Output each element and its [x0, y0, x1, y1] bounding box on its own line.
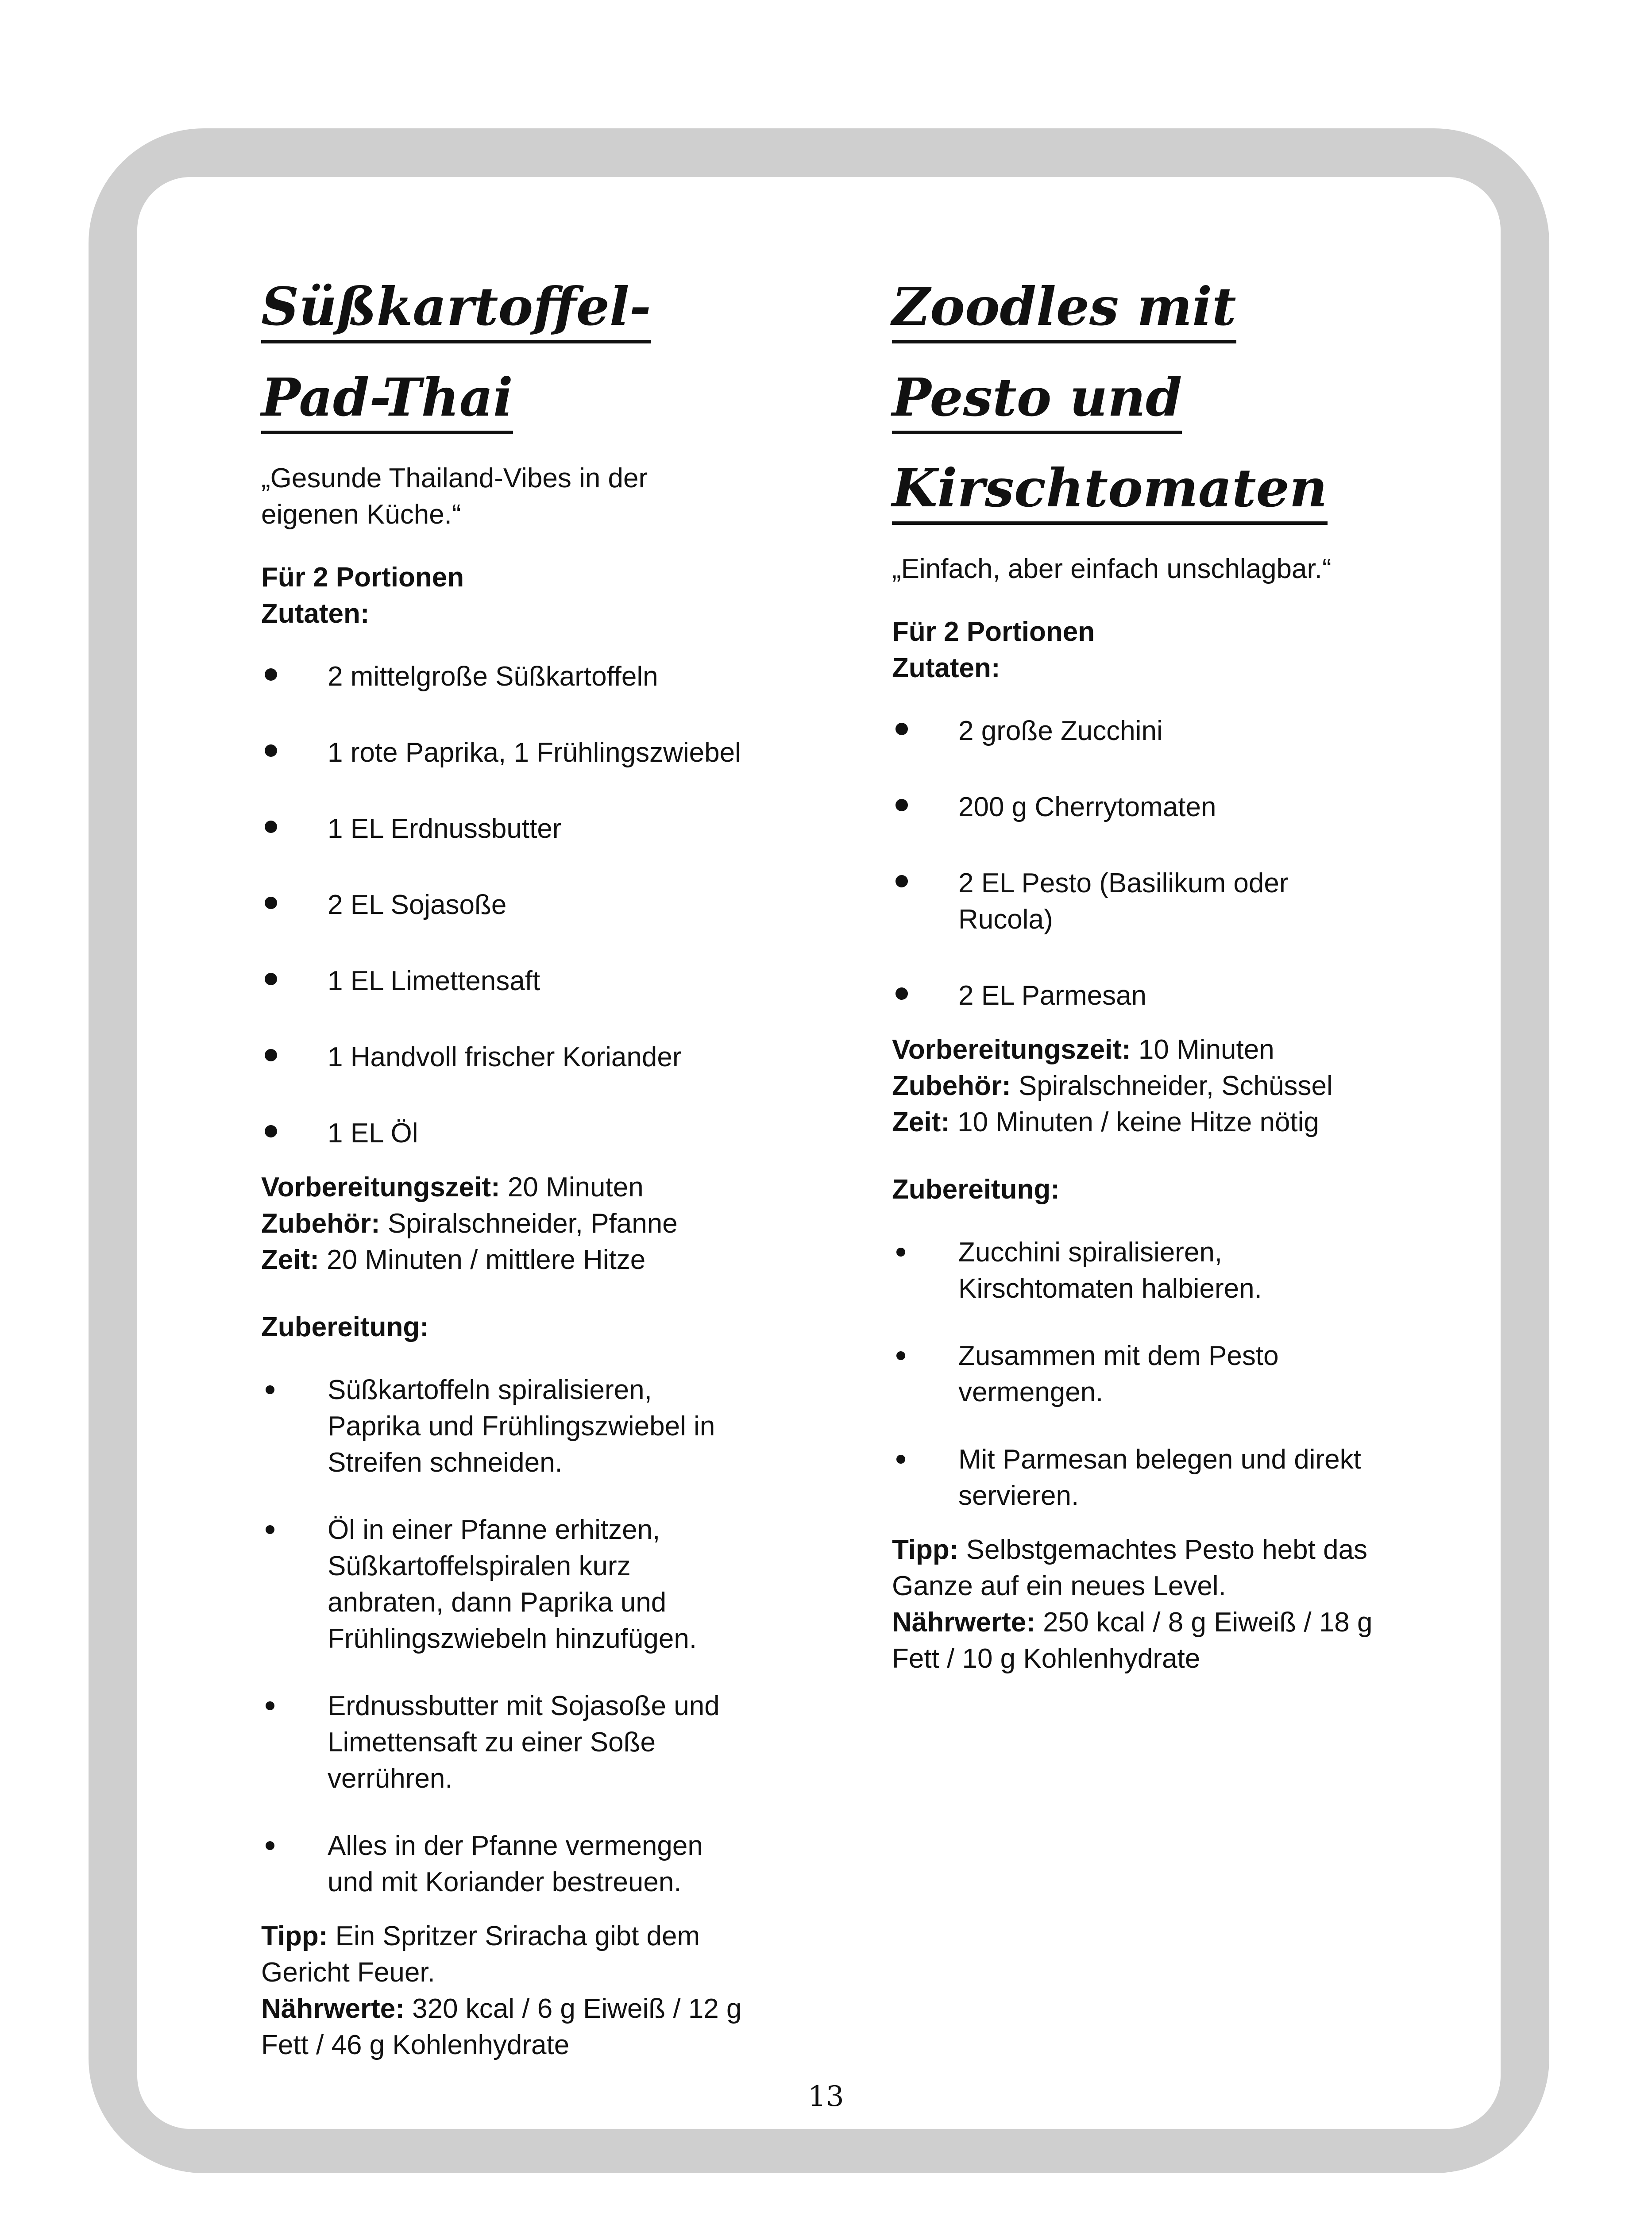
bullet-icon [266, 1385, 274, 1394]
ingredient-item: 2 EL Parmesan [892, 978, 1379, 1014]
step-item: Zucchini spiralisieren, Kirschtomaten halbieren. [892, 1234, 1379, 1307]
bullet-icon [265, 1125, 277, 1137]
ingredient-item: 1 Handvoll frischer Koriander [261, 1039, 748, 1076]
step-item: Alles in der Pfanne vermengen und mit Koriander bestreuen. [261, 1828, 748, 1901]
tools: Zubehör: Spiralschneider, Schüssel [892, 1071, 1333, 1101]
bullet-icon [896, 1351, 905, 1360]
step-item: Zusammen mit dem Pesto vermengen. [892, 1338, 1379, 1411]
ingredient-item: 1 EL Öl [261, 1115, 748, 1152]
step-item: Erdnussbutter mit Sojasoße und Limettensaft zu einer Soße verrühren. [261, 1688, 748, 1797]
recipe-quote: „Einfach, aber einfach unschlagbar.“ [892, 554, 1332, 584]
page-number: 13 [808, 2080, 844, 2113]
ingredient-item: 2 EL Sojasoße [261, 887, 748, 923]
method-label: Zubereitung: [261, 1312, 429, 1342]
bullet-icon [896, 1455, 905, 1464]
ingredient-list [261, 659, 748, 1152]
bullet-icon [266, 1841, 274, 1850]
prep-time: Vorbereitungszeit: 10 Minuten [892, 1034, 1274, 1065]
bullet-icon [265, 821, 277, 833]
ingredient-item: 1 EL Limettensaft [261, 963, 748, 999]
bullet-icon [265, 897, 277, 909]
ingredients-label: Zutaten: [261, 598, 370, 629]
bullet-icon [266, 1701, 274, 1710]
cook-time: Zeit: 10 Minuten / keine Hitze nötig [892, 1107, 1319, 1137]
recipe-right [892, 261, 1379, 1677]
prep-time: Vorbereitungszeit: 20 Minuten [261, 1172, 644, 1203]
nutrition: Nährwerte: 250 kcal / 8 g Eiweiß / 18 g Fett / 10 g Kohlenhydrate [892, 1607, 1373, 1674]
tools: Zubehör: Spiralschneider, Pfanne [261, 1208, 678, 1239]
cook-time: Zeit: 20 Minuten / mittlere Hitze [261, 1245, 646, 1275]
ingredients-label: Zutaten: [892, 653, 1000, 683]
recipe-left [261, 261, 748, 2063]
recipe-title: Süßkartoffel-Pad-Thai [261, 261, 748, 443]
ingredient-list [892, 713, 1379, 1014]
bullet-icon [265, 744, 277, 757]
servings: Für 2 Portionen [892, 617, 1095, 647]
bullet-icon [895, 987, 908, 1000]
bullet-icon [265, 1049, 277, 1061]
ingredient-item: 1 EL Erdnussbutter [261, 811, 748, 847]
ingredient-item: 1 rote Paprika, 1 Frühlingszwiebel [261, 735, 748, 771]
step-item: Süßkartoffeln spiralisieren, Paprika und Frühlingszwiebel in Streifen schneiden. [261, 1372, 748, 1481]
recipe-title: Zoodles mit Pesto und Kirschtomaten [892, 261, 1379, 533]
ingredient-item: 2 EL Pesto (Basilikum oder Rucola) [892, 865, 1379, 938]
bullet-icon [895, 875, 908, 887]
step-list [892, 1234, 1379, 1514]
method-label: Zubereitung: [892, 1174, 1060, 1205]
bullet-icon [895, 799, 908, 811]
bullet-icon [265, 973, 277, 985]
ingredient-item: 2 große Zucchini [892, 713, 1379, 749]
servings: Für 2 Portionen [261, 562, 464, 593]
ingredient-item: 2 mittelgroße Süßkartoffeln [261, 659, 748, 695]
recipe-quote: „Gesunde Thailand-Vibes in der eigenen Küche.“ [261, 463, 648, 530]
bullet-icon [265, 668, 277, 681]
nutrition: Nährwerte: 320 kcal / 6 g Eiweiß / 12 g Fett / 46 g Kohlenhydrate [261, 1993, 742, 2060]
step-list [261, 1372, 748, 1901]
bullet-icon [266, 1525, 274, 1534]
tip: Tipp: Ein Spritzer Sriracha gibt dem Gericht Feuer. [261, 1921, 700, 1988]
tip: Tipp: Selbstgemachtes Pesto hebt das Ganze auf ein neues Level. [892, 1534, 1368, 1601]
step-item: Mit Parmesan belegen und direkt servieren. [892, 1442, 1379, 1514]
bullet-icon [895, 723, 908, 735]
step-item: Öl in einer Pfanne erhitzen, Süßkartoffelspiralen kurz anbraten, dann Paprika und Frühlingszwiebeln hinzufügen. [261, 1512, 748, 1657]
ingredient-item: 200 g Cherrytomaten [892, 789, 1379, 825]
bullet-icon [896, 1248, 905, 1257]
